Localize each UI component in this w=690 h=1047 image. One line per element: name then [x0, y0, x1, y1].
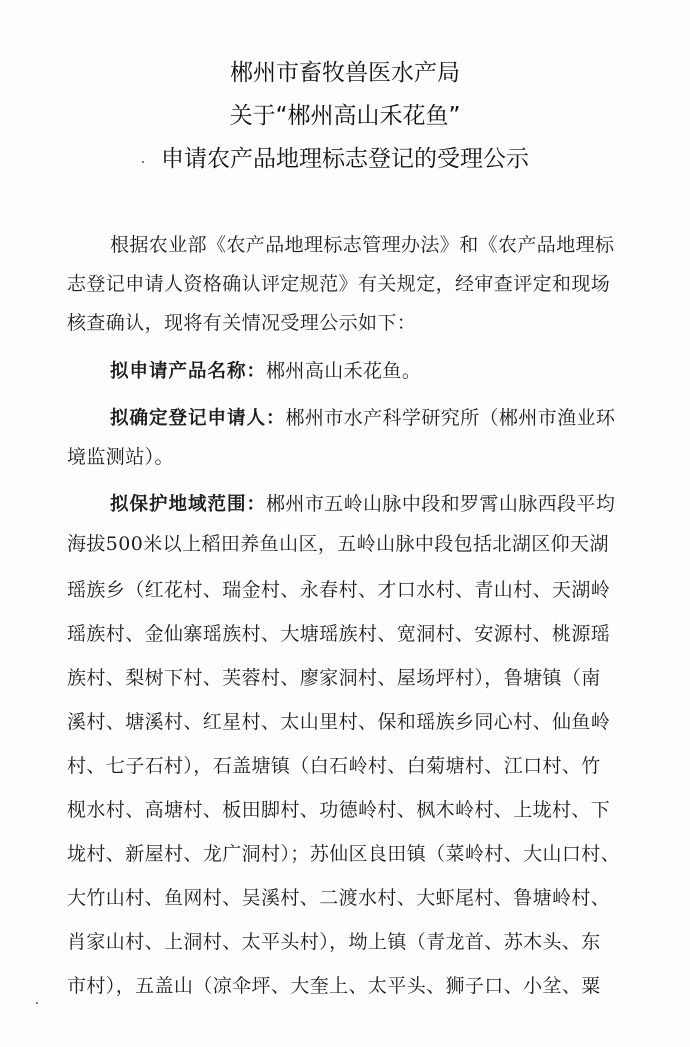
scope-line: 肖家山村、上洞村、太平头村），坳上镇（青龙首、苏木头、东: [67, 931, 601, 953]
issuer-title: 郴州市畜牧兽医水产局: [230, 60, 460, 86]
scope-line: 瑶族乡（红花村、瑞金村、永春村、才口水村、青山村、天湖岭: [67, 579, 611, 601]
notice-title: 申请农产品地理标志登记的受理公示: [161, 146, 529, 172]
intro-line-3: 核查确认，现将有关情况受理公示如下：: [67, 312, 417, 334]
product-name-row: [110, 358, 421, 385]
applicant-value: 郴州市水产科学研究所（郴州市渔业环: [285, 407, 616, 429]
scope-line: 枧水村、高塘村、板田脚村、功德岭村、枫木岭村、上垅村、下: [67, 799, 611, 821]
notice-subject: 关于“郴州高山禾花鱼”: [229, 103, 461, 129]
product-name-label: 拟申请产品名称：: [110, 361, 267, 382]
intro-line-2: 志登记申请人资格确认评定规范》有关规定，经审查评定和现场: [67, 273, 611, 295]
scope-line: 瑶族村、金仙寨瑶族村、大塘瑶族村、宽洞村、安源村、桃源瑶: [67, 623, 611, 645]
scope-row: [110, 491, 615, 518]
scope-line: 市村），五盖山（凉伞坪、大奎上、太平头、狮子口、小坌、粟: [67, 975, 601, 997]
applicant-continued: 境监测站）。: [67, 446, 174, 468]
scope-line: 溪村、塘溪村、红星村、太山里村、保和瑶族乡同心村、仙鱼岭: [67, 711, 611, 733]
intro-line-1: 根据农业部《农产品地理标志管理办法》和《农产品地理标: [110, 234, 615, 256]
scope-line: 族村、梨树下村、芙蓉村、廖家洞村、屋场坪村），鲁塘镇（南: [67, 667, 601, 689]
scan-speck: [142, 161, 144, 163]
scope-label: 拟保护地域范围：: [110, 494, 267, 515]
scope-line: 海拔500米以上稻田养鱼山区，五岭山脉中段包括北湖区仰天湖: [67, 533, 609, 555]
scope-first-line: 郴州市五岭山脉中段和罗霄山脉西段平均: [266, 493, 616, 515]
scope-line: 大竹山村、鱼网村、吴溪村、二渡水村、大虾尾村、鲁塘岭村、: [67, 887, 611, 909]
scan-speck: [36, 1002, 38, 1004]
scope-line: 村、七子石村），石盖塘镇（白石岭村、白菊塘村、江口村、竹: [67, 755, 601, 777]
scope-line: 垅村、新屋村、龙广洞村）；苏仙区良田镇（菜岭村、大山口村、: [67, 843, 621, 865]
product-name-value: 郴州高山禾花鱼。: [266, 360, 422, 382]
applicant-row: [110, 405, 615, 432]
applicant-label: 拟确定登记申请人：: [110, 408, 286, 429]
